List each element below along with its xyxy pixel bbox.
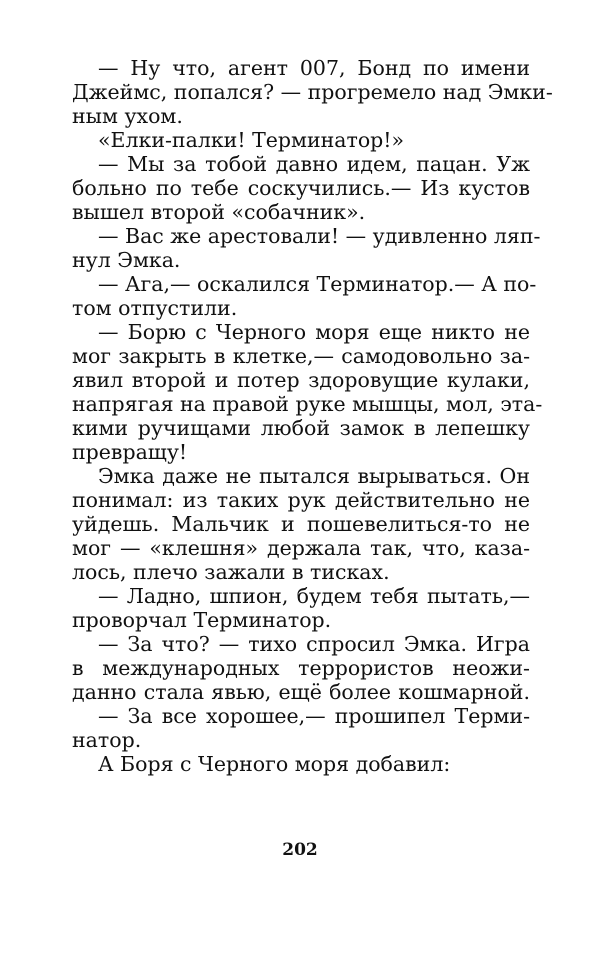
text-line: нул Эмка. <box>72 248 181 272</box>
text-line: мог — «клешня» держала так, что, каза- <box>72 536 530 560</box>
text-line: больно по тебе соскучились.— Из кустов <box>72 176 530 200</box>
text-line: понимал: из таких рук действительно не <box>72 488 530 512</box>
text-line: уйдешь. Мальчик и пошевелиться-то не <box>72 512 530 536</box>
text-line: мог закрыть в клетке,— самодовольно за- <box>72 344 530 368</box>
text-line: данно стала явью, ещё более кошмарной. <box>72 680 530 704</box>
text-line: кими ручищами любой замок в лепешку <box>72 416 530 440</box>
text-line: — Мы за тобой давно идем, пацан. Уж <box>98 152 530 176</box>
text-line: том отпустили. <box>72 296 238 320</box>
text-line: — Ага,— оскалился Терминатор.— А по- <box>98 272 537 296</box>
text-line: явил второй и потер здоровущие кулаки, <box>72 368 530 392</box>
text-line: лось, плечо зажали в тисках. <box>72 560 390 584</box>
text-line: «Елки-палки! Терминатор!» <box>98 128 405 152</box>
text-line: вышел второй «собачник». <box>72 200 366 224</box>
text-line: — Борю с Черного моря еще никто не <box>98 320 530 344</box>
text-line: Джеймс, попался? — прогремело над Эмки- <box>72 80 553 104</box>
text-line: натор. <box>72 728 142 752</box>
text-line: — Ладно, шпион, будем тебя пытать,— <box>98 584 530 608</box>
text-line: — За все хорошее,— прошипел Терми- <box>98 704 530 728</box>
text-line: — Ну что, агент 007, Бонд по имени <box>98 56 530 80</box>
text-line: проворчал Терминатор. <box>72 608 332 632</box>
page-number: 202 <box>282 840 318 860</box>
text-line: ным ухом. <box>72 104 183 128</box>
text-line: превращу! <box>72 440 188 464</box>
text-line: А Боря с Черного моря добавил: <box>98 752 451 776</box>
text-line: напрягая на правой руке мышцы, мол, эта- <box>72 392 543 416</box>
text-line: в международных террористов неожи- <box>72 656 530 680</box>
text-line: — Вас же арестовали! — удивленно ляп- <box>98 224 541 248</box>
text-line: — За что? — тихо спросил Эмка. Игра <box>98 632 530 656</box>
page-body-text <box>72 56 553 776</box>
text-line: Эмка даже не пытался вырываться. Он <box>98 464 530 488</box>
